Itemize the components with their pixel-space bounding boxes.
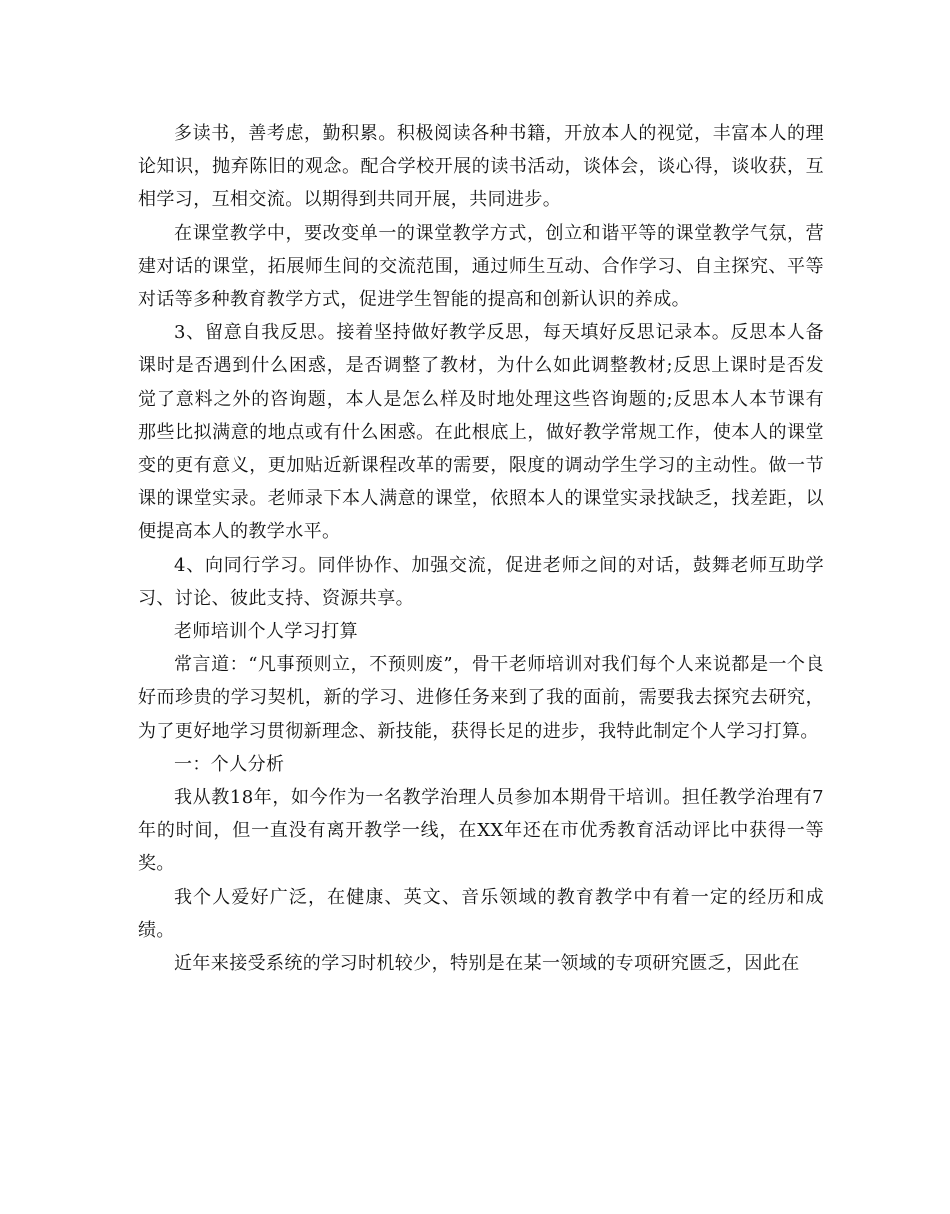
paragraph-recent-study: 近年来接受系统的学习时机较少，特别是在某一领域的专项研究匮乏，因此在 [174, 953, 800, 975]
paragraph-intro: 常言道：“凡事预则立，不预则废”，骨干老师培训对我们每个人来说都是一个良好而珍贵的学习契机，新的学习、进修任务来到了我的面前，需要我去探究去研究，为了更好地学习贯彻新理念、新技能，获得长足的进步，我特此制定个人学习打算。 [138, 654, 824, 742]
paragraph-self-reflection: 3、留意自我反思。接着坚持做好教学反思，每天填好反思记录本。反思本人备课时是否遇到什么困惑，是否调整了教材，为什么如此调整教材;反思上课时是否发觉了意料之外的咨询题，本人是怎么样及时地处理这些咨询题的;反思本人本节课有那些比拟满意的地点或有什么困惑。在此根底上，做好教学常规工作，使本人的课堂变的更有意义，更加贴近新课程改革的需要，限度的调动学生学习的主动性。做一节课的课堂实录。老师录下本人满意的课堂，依照本人的课堂实录找缺乏，找差距，以便提高本人的教学水平。 [138, 322, 824, 543]
section-heading-study-plan: 老师培训个人学习打算 [174, 621, 358, 643]
paragraph-interests: 我个人爱好广泛，在健康、英文、音乐领域的教育教学中有着一定的经历和成绩。 [138, 886, 824, 941]
section-heading-personal-analysis: 一：个人分析 [174, 753, 285, 775]
paragraph-experience: 我从教18年，如今作为一名教学治理人员参加本期骨干培训。担任教学治理有7年的时间，但一直没有离开教学一线，在XX年还在市优秀教育活动评比中获得一等奖。 [138, 787, 824, 875]
paragraph-peer-learning: 4、向同行学习。同伴协作、加强交流，促进老师之间的对话，鼓舞老师互助学习、讨论、彼此支持、资源共享。 [138, 554, 824, 609]
paragraph-classroom-teaching: 在课堂教学中，要改变单一的课堂教学方式，创立和谐平等的课堂教学气氛，营建对话的课堂，拓展师生间的交流范围，通过师生互动、合作学习、自主探究、平等对话等多种教育教学方式，促进学生智能的提高和创新认识的养成。 [138, 222, 824, 311]
paragraph-reading: 多读书，善考虑，勤积累。积极阅读各种书籍，开放本人的视觉，丰富本人的理论知识，抛弃陈旧的观念。配合学校开展的读书活动，谈体会，谈心得，谈收获，互相学习，互相交流。以期得到共同开展，共同进步。 [138, 123, 824, 211]
document-body [138, 117, 824, 980]
